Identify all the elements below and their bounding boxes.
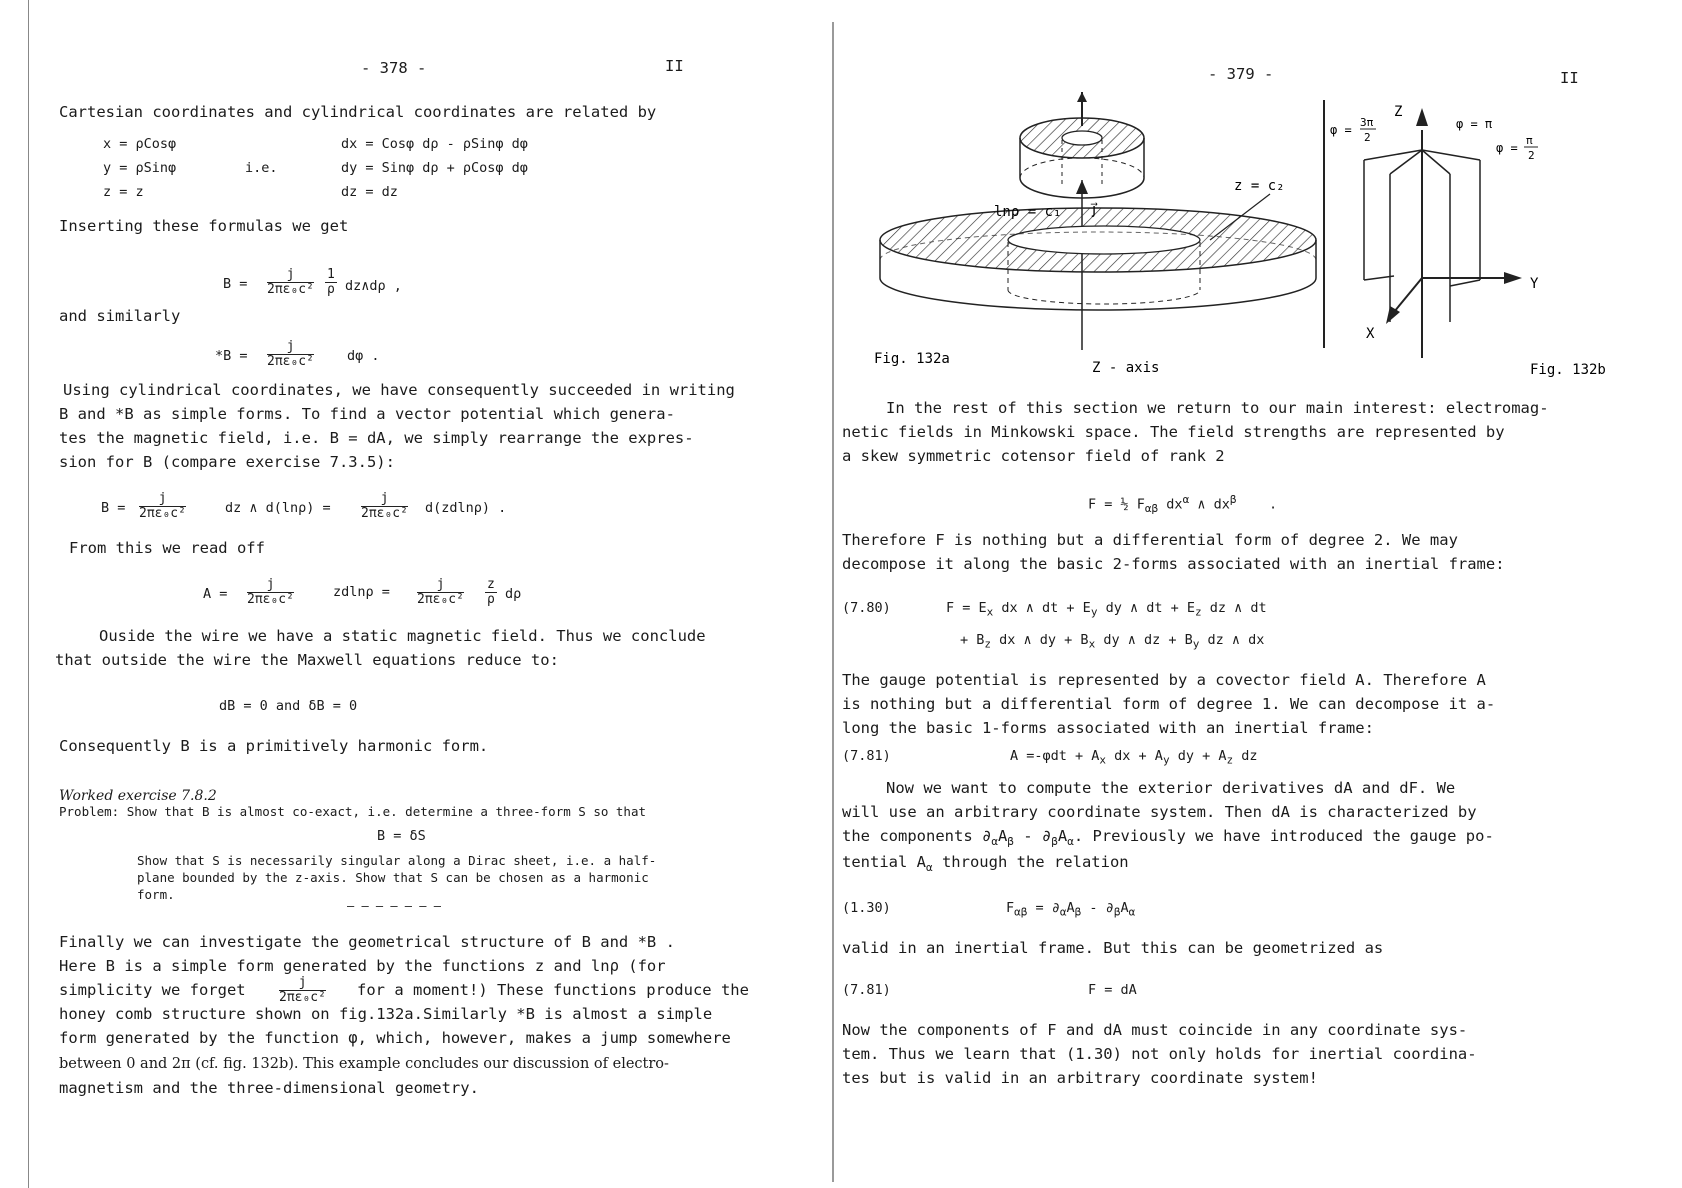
label-Y: Y	[1530, 276, 1539, 292]
eq-re-mid: dz ∧ d(lnρ) =	[225, 500, 331, 516]
label-phi-pi2: φ =	[1496, 141, 1518, 155]
eq-781: $A =-\varphi dt + A_x$ dx + $A_y$ dy + $A_z$ dz	[1010, 748, 1258, 767]
eq-re-fraction2: $\frac{j}{\text{2πε₀c²}}$	[361, 491, 408, 521]
label-lnrho: lnρ = c₁	[994, 204, 1062, 220]
right-para4-line2: will use an arbitrary coordinate system. Then dA is characterized by	[842, 803, 1477, 821]
right-para3-line2: is nothing but a differential form of degree 1. We can decompose it a-	[842, 695, 1496, 713]
label-phi-pi2-den: 2	[1528, 149, 1535, 162]
eq-b-fraction2: $\frac{1}{\rho}$	[327, 267, 335, 297]
label-phi-3pi2: φ =	[1330, 123, 1352, 137]
eq-a-fraction3: $\frac{z}{\rho}$	[487, 577, 495, 607]
eq-a-mid: zdlnρ =	[333, 584, 390, 600]
eq-re-rest: d(zdlnρ) .	[425, 500, 507, 516]
right-para6-line3: tes but is valid in an arbitrary coordinate system!	[842, 1069, 1318, 1087]
eq-780-line1: $F = E_x$ dx ∧ dt + $E_y$ dy ∧ dt + $E_z$ dz ∧ dt	[946, 600, 1267, 619]
lower-disk	[880, 208, 1316, 310]
para1-line1: Using cylindrical coordinates, we have consequently succeeded in writing	[63, 381, 735, 399]
worked-exercise-body2: plane bounded by the z-axis. Show that S can be chosen as a harmonic	[137, 870, 649, 885]
right-para5: valid in an inertial frame. But this can be geometrized as	[842, 939, 1384, 957]
para1-line2: B and *B as simple forms. To find a vector potential which genera-	[59, 405, 675, 423]
eq-b-fraction: $\frac{j}{\text{2πε₀c²}}$	[267, 267, 314, 297]
para4-line1: Finally we can investigate the geometrical structure of B and *B .	[59, 933, 675, 951]
right-para3-line1: The gauge potential is represented by a covector field A. Therefore A	[842, 671, 1486, 689]
eq-starb-rest: dφ .	[347, 348, 380, 364]
eq-starb-fraction: $\frac{j}{\text{2πε₀c²}}$	[267, 339, 314, 369]
page-number-left: - 378 -	[361, 59, 427, 77]
para4-line3b: for a moment!) These functions produce the	[357, 981, 749, 999]
para4-line2: Here B is a simple form generated by the functions z and lnρ (for	[59, 957, 666, 975]
right-para2-line2: decompose it along the basic 2-forms associated with an inertial frame:	[842, 555, 1505, 573]
fig-132b-caption: Fig. 132b	[1530, 362, 1606, 378]
label-Z: Z	[1394, 104, 1403, 120]
right-para1-line2: netic fields in Minkowski space. The field strengths are represented by	[842, 423, 1505, 441]
label-phi-3pi2-num: 3π	[1360, 116, 1374, 129]
coord-dz: dz = dz	[341, 184, 398, 200]
right-para1-line1: In the rest of this section we return to our main interest: electromag-	[886, 399, 1549, 417]
right-para4-line3: the components $\partial_\alpha A_\beta - \partial_\beta A_\alpha$. Previously we have introduced the gauge po-	[842, 827, 1494, 849]
right-para6-line1: Now the components of F and dA must coincide in any coordinate sys-	[842, 1021, 1468, 1039]
intro-text: Cartesian coordinates and cylindrical coordinates are related by	[59, 103, 657, 121]
eq-130: $F_{\alpha\beta} = \partial_\alpha A_\beta - \partial_\beta A_\alpha$	[1006, 900, 1136, 919]
para1-line3: tes the magnetic field, i.e. B = dA, we simply rearrange the expres-	[59, 429, 694, 447]
page-number-right: - 379 -	[1208, 65, 1274, 83]
para1-line4: sion for B (compare exercise 7.3.5):	[59, 453, 395, 471]
worked-exercise-end: – – – – – – –	[347, 899, 441, 913]
worked-exercise-eq: B = δS	[377, 828, 426, 844]
left-page	[28, 0, 831, 1188]
label-phi-3pi2-den: 2	[1364, 131, 1371, 144]
right-para6-line2: tem. Thus we learn that (1.30) not only holds for inertial coordina-	[842, 1045, 1477, 1063]
eq-b-rest: dz∧dρ ,	[345, 278, 402, 294]
coord-dx: dx = Cosφ dρ - ρSinφ dφ	[341, 136, 528, 152]
label-z-c2: z = c₂	[1234, 178, 1285, 194]
eq-780-label: (7.80)	[842, 600, 891, 616]
coord-x: x = ρCosφ	[103, 136, 177, 152]
para2-line2: that outside the wire the Maxwell equations reduce to:	[55, 651, 559, 669]
worked-exercise-title: Worked exercise 7.8.2	[59, 788, 217, 804]
right-para2-line1: Therefore F is nothing but a differential form of degree 2. We may	[842, 531, 1458, 549]
eq-781b-label: (7.81)	[842, 982, 891, 998]
coord-z: z = z	[103, 184, 144, 200]
eq-780-line2: + $B_z$ dx ∧ dy + $B_x$ dy ∧ dz + $B_y$ dz ∧ dx	[960, 632, 1265, 651]
eq-130-label: (1.30)	[842, 900, 891, 916]
eq-re-lhs: B =	[101, 500, 126, 516]
para4-line6: between 0 and 2π (cf. fig. 132b). This example concludes our discussion of electro-	[59, 1056, 669, 1072]
volume-label-left: II	[665, 57, 684, 75]
label-phi-pi: φ = π	[1456, 117, 1493, 131]
eq-db: dB = 0 and δB = 0	[219, 698, 358, 714]
coord-ie: i.e.	[245, 160, 278, 176]
eq-re-fraction: $\frac{j}{\text{2πε₀c²}}$	[139, 491, 186, 521]
volume-label-right: II	[1560, 69, 1579, 87]
fig-132a-caption: Fig. 132a	[874, 351, 950, 367]
para-similar: and similarly	[59, 307, 181, 325]
right-para3-line3: long the basic 1-forms associated with an inertial frame:	[842, 719, 1374, 737]
para-read: From this we read off	[69, 539, 265, 557]
para-insert: Inserting these formulas we get	[59, 217, 349, 235]
label-phi-pi2-num: π	[1526, 134, 1533, 147]
coord-dy: dy = Sinφ dρ + ρCosφ dφ	[341, 160, 528, 176]
eq-a-fraction2: $\frac{j}{\text{2πε₀c²}}$	[417, 577, 464, 607]
label-X: X	[1366, 326, 1375, 342]
eq-781b: F = dA	[1088, 982, 1137, 998]
para4-line3a: simplicity we forget	[59, 981, 246, 999]
worked-exercise-body1: Show that S is necessarily singular along a Dirac sheet, i.e. a half-	[137, 853, 657, 868]
para4-line4: honey comb structure shown on fig.132a.Similarly *B is almost a simple	[59, 1005, 713, 1023]
eq-f: F = ½ $F_{\alpha\beta}$ $dx^\alpha$ ∧ $dx^\beta$ .	[1088, 493, 1278, 516]
worked-exercise-problem: Problem: Show that B is almost co-exact, i.e. determine a three-form S so that	[59, 804, 646, 819]
eq-starb-lhs: *B =	[215, 348, 248, 364]
eq-781-label: (7.81)	[842, 748, 891, 764]
right-page	[834, 0, 1682, 1188]
eq-a-fraction: $\frac{j}{\text{2πε₀c²}}$	[247, 577, 294, 607]
right-para1-line3: a skew symmetric cotensor field of rank 2	[842, 447, 1225, 465]
eq-b-lhs: B =	[223, 276, 248, 292]
coord-y: y = ρSinφ	[103, 160, 177, 176]
para4-fraction: $\frac{j}{\text{2πε₀c²}}$	[279, 975, 326, 1005]
right-para4-line1: Now we want to compute the exterior derivatives dA and dF. We	[886, 779, 1456, 797]
eq-a-lhs: A =	[203, 586, 228, 602]
para3: Consequently B is a primitively harmonic form.	[59, 737, 489, 755]
right-para4-line4: tential $A_\alpha$ through the relation	[842, 853, 1129, 875]
eq-a-rest: dρ	[505, 586, 522, 602]
worked-exercise-body3: form.	[137, 887, 175, 902]
para4-line7: magnetism and the three-dimensional geometry.	[59, 1079, 479, 1097]
para2-line1: Ouside the wire we have a static magnetic field. Thus we conclude	[99, 627, 706, 645]
z-axis-label: Z - axis	[1092, 360, 1160, 376]
figure-132	[834, 90, 1682, 390]
para4-line5: form generated by the function φ, which, however, makes a jump somewhere	[59, 1029, 731, 1047]
label-j: j⃗	[1092, 200, 1097, 218]
